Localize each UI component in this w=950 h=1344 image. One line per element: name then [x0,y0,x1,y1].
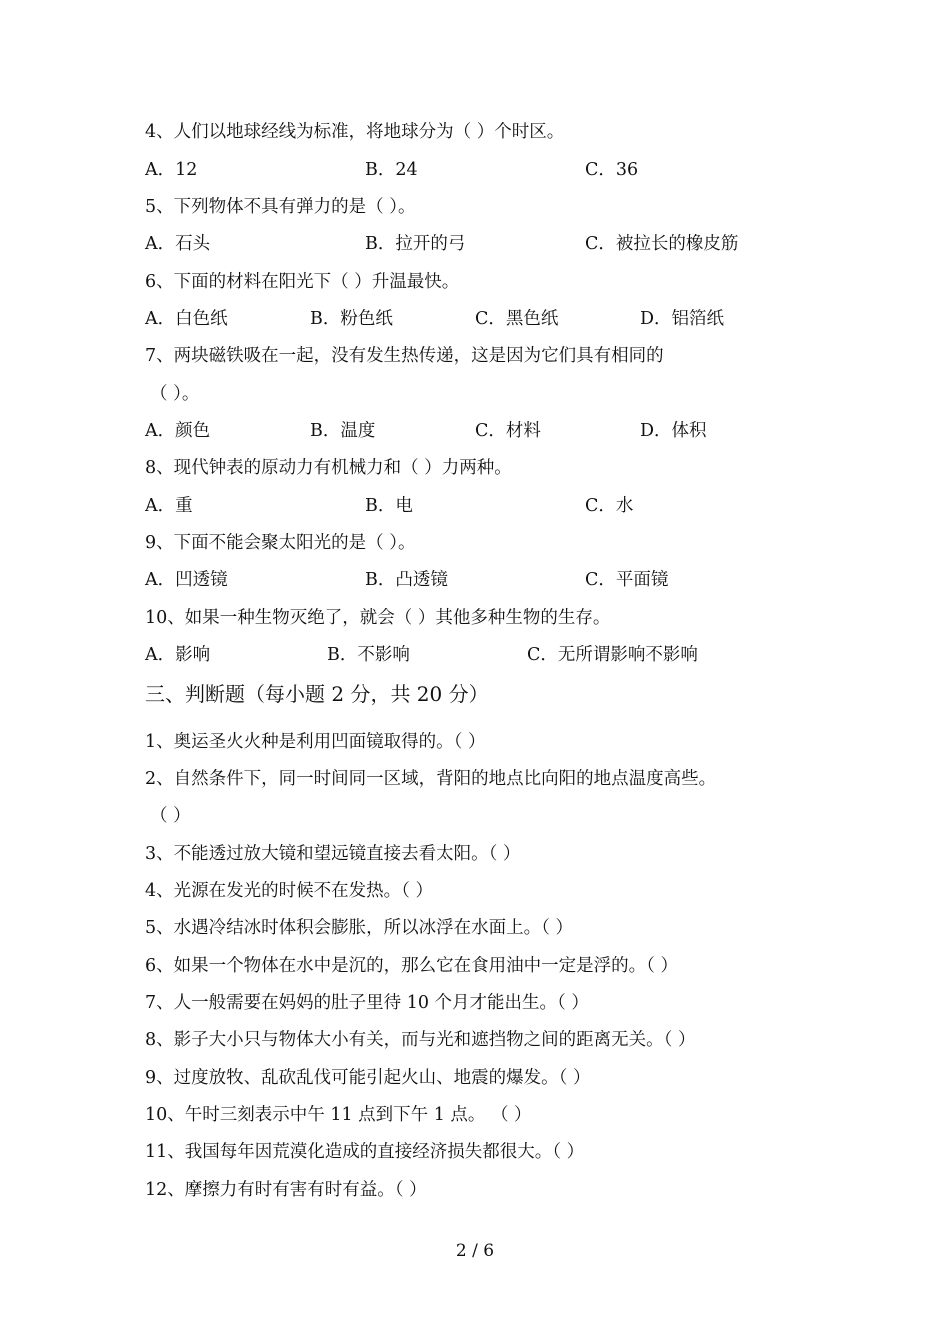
option-c: C．黑色纸 [475,309,559,329]
option-b: B．温度 [310,421,376,441]
tf-item: 12、摩擦力有时有害有时有益。（ ） [145,1180,427,1200]
option-b: B．24 [365,160,418,180]
option-a: A．影响 [145,645,211,665]
question-6: 6、下面的材料在阳光下（ ）升温最快。 [145,272,460,292]
tf-item: 6、如果一个物体在水中是沉的，那么它在食用油中一定是浮的。（ ） [145,956,678,976]
question-4: 4、人们以地球经线为标准，将地球分为（ ）个时区。 [145,122,565,142]
question-8: 8、现代钟表的原动力有机械力和（ ）力两种。 [145,458,512,478]
option-c: C．平面镜 [585,570,669,590]
option-a: A．石头 [145,234,211,254]
option-a: A．凹透镜 [145,570,228,590]
tf-item: 3、不能透过放大镜和望远镜直接去看太阳。（ ） [145,844,521,864]
question-9: 9、下面不能会聚太阳光的是（ ）。 [145,533,416,553]
option-c: C．36 [585,160,639,180]
tf-item: 2、自然条件下，同一时间同一区域，背阳的地点比向阳的地点温度高些。 [145,769,717,789]
option-a: A．12 [145,160,198,180]
option-a: A．重 [145,496,193,516]
tf-item: 9、过度放牧、乱砍乱伐可能引起火山、地震的爆发。（ ） [145,1068,591,1088]
question-5: 5、下列物体不具有弹力的是（ ）。 [145,197,416,217]
page-number: 2 / 6 [455,1241,495,1261]
option-c: C．无所谓影响不影响 [527,645,698,665]
question-7: 7、两块磁铁吸在一起，没有发生热传递，这是因为它们具有相同的 [145,346,664,366]
tf-item: 8、影子大小只与物体大小有关，而与光和遮挡物之间的距离无关。（ ） [145,1030,696,1050]
tf-item: 5、水遇冷结冰时体积会膨胀，所以冰浮在水面上。（ ） [145,918,573,938]
question-7-blank: （ ）。 [150,384,200,404]
option-d: D．铝箔纸 [640,309,725,329]
option-a: A．颜色 [145,421,211,441]
option-c: C．水 [585,496,634,516]
option-b: B．拉开的弓 [365,234,466,254]
option-c: C．被拉长的橡皮筋 [585,234,739,254]
question-10: 10、如果一种生物灭绝了，就会（ ）其他多种生物的生存。 [145,608,611,628]
option-d: D．体积 [640,421,707,441]
tf-item: 1、奥运圣火火种是利用凹面镜取得的。（ ） [145,732,486,752]
option-a: A．白色纸 [145,309,228,329]
tf-item: 7、人一般需要在妈妈的肚子里待 10 个月才能出生。（ ） [145,993,589,1013]
tf-item: 11、我国每年因荒漠化造成的直接经济损失都很大。（ ） [145,1142,585,1162]
tf-item: 4、光源在发光的时候不在发热。（ ） [145,881,433,901]
option-c: C．材料 [475,421,541,441]
tf-item: 10、午时三刻表示中午 11 点到下午 1 点。 （ ） [145,1105,532,1125]
option-b: B．凸透镜 [365,570,448,590]
option-b: B．粉色纸 [310,309,393,329]
option-b: B．不影响 [327,645,410,665]
option-b: B．电 [365,496,413,516]
tf-item-blank: （ ） [150,806,191,826]
section-heading: 三、判断题（每小题 2 分，共 20 分） [145,682,489,706]
